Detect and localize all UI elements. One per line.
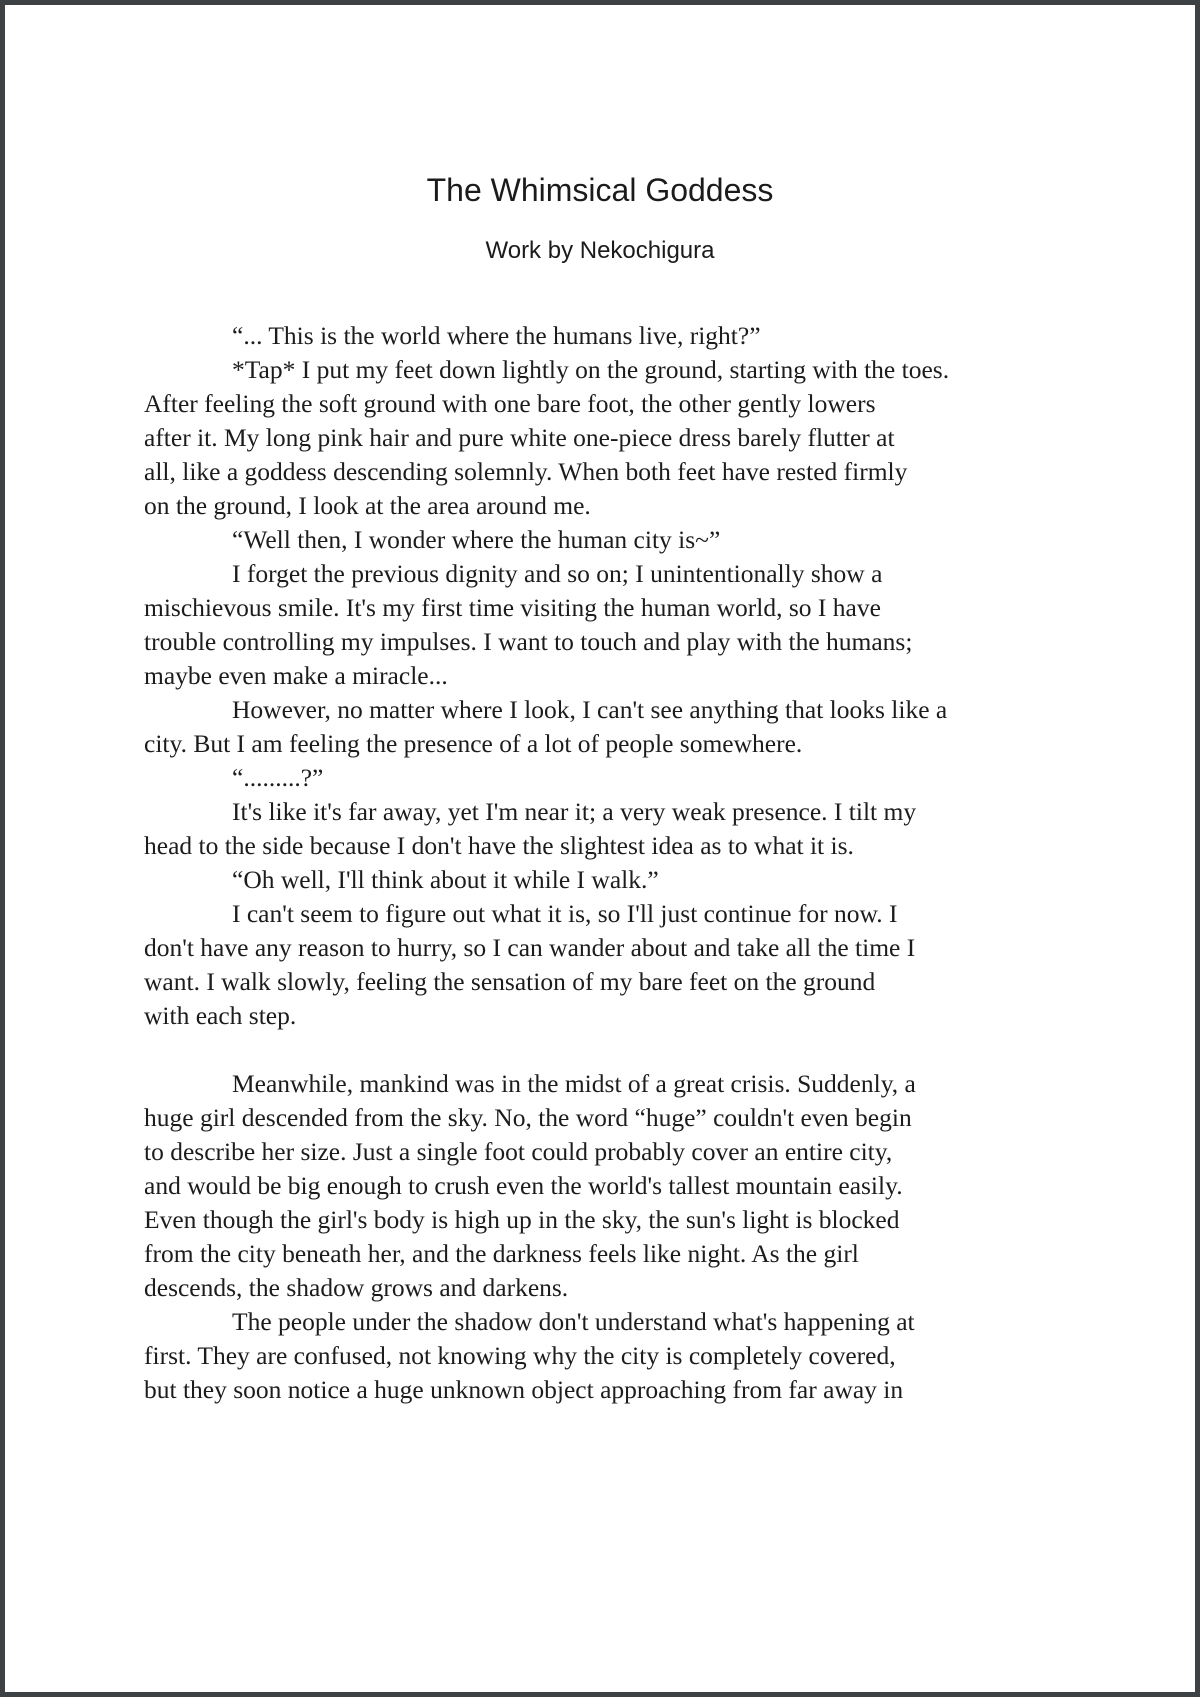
text-line: It's like it's far away, yet I'm near it; a very weak presence. I tilt my bbox=[232, 797, 917, 826]
text-line: mischievous smile. It's my first time visiting the human world, so I have bbox=[144, 593, 881, 622]
paragraph bbox=[144, 863, 1056, 897]
text-line: head to the side because I don't have the slightest idea as to what it is. bbox=[144, 831, 854, 860]
byline: Work by Nekochigura bbox=[485, 237, 715, 264]
text-line: The people under the shadow don't understand what's happening at bbox=[232, 1307, 915, 1336]
text-line: don't have any reason to hurry, so I can wander about and take all the time I bbox=[144, 933, 916, 962]
text-line: “Well then, I wonder where the human city is~” bbox=[232, 525, 721, 554]
text-line: “... This is the world where the humans live, right?” bbox=[232, 321, 761, 350]
text-line: want. I walk slowly, feeling the sensation of my bare feet on the ground bbox=[144, 967, 876, 996]
page-title: The Whimsical Goddess bbox=[426, 172, 774, 208]
paragraph bbox=[144, 523, 1056, 557]
text-line: descends, the shadow grows and darkens. bbox=[144, 1273, 569, 1302]
text-line: After feeling the soft ground with one bare foot, the other gently lowers bbox=[144, 389, 876, 418]
paragraph bbox=[144, 319, 1056, 353]
paragraph bbox=[144, 1067, 1056, 1305]
document-header bbox=[144, 171, 1056, 265]
paragraph bbox=[144, 557, 1056, 693]
paragraph bbox=[144, 795, 1056, 863]
text-line: on the ground, I look at the area around me. bbox=[144, 491, 591, 520]
paragraph bbox=[144, 693, 1056, 761]
text-line: huge girl descended from the sky. No, the word “huge” couldn't even begin bbox=[144, 1103, 912, 1132]
text-line: from the city beneath her, and the darkness feels like night. As the girl bbox=[144, 1239, 859, 1268]
text-line: Even though the girl's body is high up in the sky, the sun's light is blocked bbox=[144, 1205, 900, 1234]
story-text bbox=[144, 319, 1056, 1407]
paragraph bbox=[144, 897, 1056, 1033]
text-line: “.........?” bbox=[232, 763, 324, 792]
text-line: maybe even make a miracle... bbox=[144, 661, 448, 690]
text-line: Meanwhile, mankind was in the midst of a great crisis. Suddenly, a bbox=[232, 1069, 916, 1098]
text-line: I forget the previous dignity and so on; I unintentionally show a bbox=[232, 559, 883, 588]
paragraph bbox=[144, 353, 1056, 523]
text-line: trouble controlling my impulses. I want to touch and play with the humans; bbox=[144, 627, 913, 656]
text-line: and would be big enough to crush even the world's tallest mountain easily. bbox=[144, 1171, 903, 1200]
document-page bbox=[5, 5, 1195, 1692]
text-line: *Tap* I put my feet down lightly on the ground, starting with the toes. bbox=[232, 355, 950, 384]
text-line: I can't seem to figure out what it is, so I'll just continue for now. I bbox=[232, 899, 898, 928]
paragraph bbox=[144, 1305, 1056, 1407]
text-line: all, like a goddess descending solemnly. When both feet have rested firmly bbox=[144, 457, 908, 486]
text-line: first. They are confused, not knowing why the city is completely covered, bbox=[144, 1341, 896, 1370]
text-line: but they soon notice a huge unknown object approaching from far away in bbox=[144, 1375, 904, 1404]
text-line: after it. My long pink hair and pure white one-piece dress barely flutter at bbox=[144, 423, 895, 452]
text-line: to describe her size. Just a single foot could probably cover an entire city, bbox=[144, 1137, 893, 1166]
text-line: with each step. bbox=[144, 1001, 297, 1030]
text-line: However, no matter where I look, I can't see anything that looks like a bbox=[232, 695, 948, 724]
paragraph bbox=[144, 761, 1056, 795]
text-line: city. But I am feeling the presence of a lot of people somewhere. bbox=[144, 729, 803, 758]
text-line: “Oh well, I'll think about it while I walk.” bbox=[232, 865, 659, 894]
